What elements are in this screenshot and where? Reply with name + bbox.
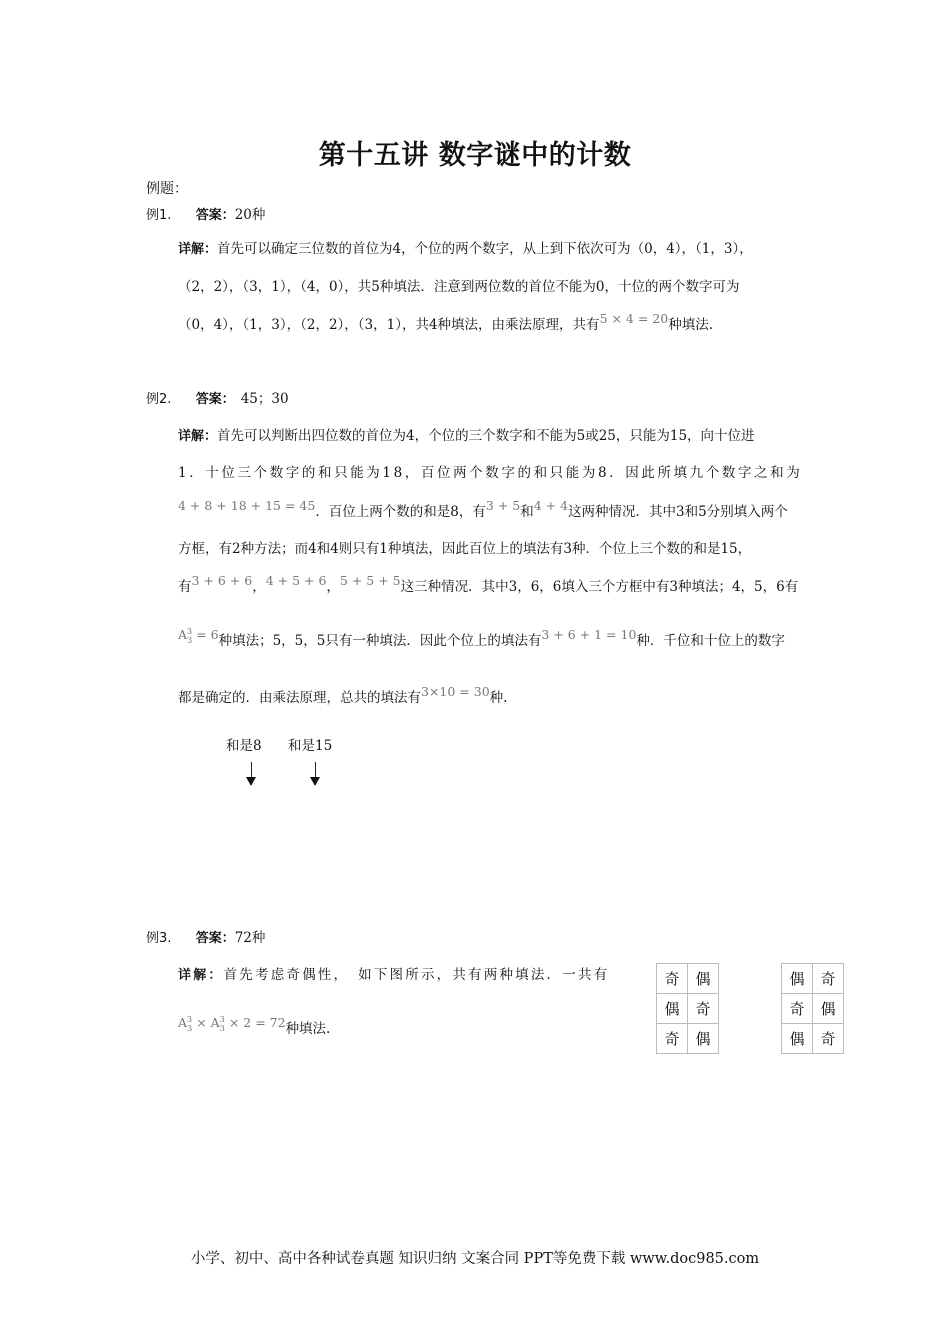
section-heading: 例题： <box>146 181 188 197</box>
formula: 3 + 6 + 6 <box>191 573 253 588</box>
example-2-line-4: 方框，有2种方法；而4和4则只有1种填法，因此百位上的填法有3种．个位上三个数的和是15， <box>178 541 752 557</box>
example-1-line-1 <box>178 237 753 257</box>
detail-text: 有 <box>178 579 192 595</box>
detail-label: 详解： <box>178 429 218 444</box>
grid-cell: 奇 <box>657 1024 688 1054</box>
answer-value: 45；30 <box>240 391 289 407</box>
grid-cell: 偶 <box>813 994 844 1024</box>
example-3-line-1 <box>178 963 609 983</box>
grid-cell: 偶 <box>782 1024 813 1054</box>
example-2-header <box>146 387 289 407</box>
detail-text: 首先可以判断出四位数的首位为4，个位的三个数字和不能为5或25，只能为15，向十位进 <box>217 428 755 444</box>
grid-cell: 偶 <box>688 964 719 994</box>
example-1-header <box>146 203 265 223</box>
detail-text: ．百位上两个数的和是8，有 <box>315 504 486 520</box>
grid-cell: 奇 <box>813 964 844 994</box>
example-2-line-3 <box>178 500 788 520</box>
detail-text: ， <box>326 579 340 595</box>
detail-text: 这三种情况．其中3，6，6填入三个方框中有3种填法；4，5，6有 <box>400 579 799 595</box>
example-2-line-1 <box>178 424 755 444</box>
formula: 3 + 5 <box>485 498 521 513</box>
detail-label: 详解： <box>178 968 224 983</box>
arrow-line <box>251 762 252 777</box>
page-title: 第十五讲 数字谜中的计数 <box>318 140 632 171</box>
formula: 5 × 4 = 20 <box>599 311 669 326</box>
diagram-label-sum-15: 和是15 <box>288 738 333 754</box>
detail-text: 和 <box>520 504 534 520</box>
grid-cell: 偶 <box>657 994 688 1024</box>
detail-text: （0，4），（1，3），（2，2），（3，1），共4种填法，由乘法原理，共有 <box>178 317 600 333</box>
detail-text: 首先考虑奇偶性， 如下图所示，共有两种填法．一共有 <box>223 967 610 983</box>
formula: 4 + 5 + 6 <box>265 573 327 588</box>
parity-grid-2 <box>781 963 844 1054</box>
arrow-down-icon <box>310 777 320 786</box>
answer-label: 答案： <box>195 931 235 946</box>
detail-label: 详解： <box>178 242 218 257</box>
grid-cell: 奇 <box>657 964 688 994</box>
page-footer: 小学、初中、高中各种试卷真题 知识归纳 文案合同 PPT等免费下载 www.doc985.com <box>190 1251 760 1267</box>
answer-label: 答案： <box>195 208 235 223</box>
example-3-label: 例3. <box>146 931 172 946</box>
formula: 3 + 6 + 1 = 10 <box>541 627 637 642</box>
answer-value: 20种 <box>234 207 266 223</box>
example-3-header <box>146 926 265 946</box>
answer-label: 答案： <box>195 392 235 407</box>
detail-text: 这两种情况．其中3和5分别填入两个 <box>568 504 788 520</box>
formula: $A^3_3 = 6$ <box>178 626 219 645</box>
arrow-down-icon <box>246 777 256 786</box>
grid-cell: 偶 <box>688 1024 719 1054</box>
detail-text: 都是确定的．由乘法原理，总共的填法有 <box>178 690 421 706</box>
example-1-line-2: （2，2），（3，1），（4，0），共5种填法．注意到两位数的首位不能为0，十位的两个数字可为 <box>178 279 740 295</box>
example-2-line-7 <box>178 686 507 706</box>
diagram-label-sum-8: 和是8 <box>226 738 262 754</box>
grid-cell: 奇 <box>688 994 719 1024</box>
example-2-line-2: 1．十位三个数字的和只能为18，百位两个数字的和只能为8．因此所填九个数字之和为 <box>178 465 803 481</box>
formula: 5 + 5 + 5 <box>339 573 401 588</box>
formula: 4 + 4 <box>533 498 569 513</box>
parity-grid-1 <box>656 963 719 1054</box>
formula: $A^3_3 \times A^3_3 \times 2 = 72$ <box>178 1014 286 1033</box>
detail-text: 种．千位和十位上的数字 <box>636 633 785 649</box>
detail-text: ， <box>252 579 266 595</box>
detail-text: 种填法；5，5，5只有一种填法．因此个位上的填法有 <box>218 633 542 649</box>
example-2-label: 例2. <box>146 392 172 407</box>
example-1-line-3 <box>178 313 713 333</box>
grid-cell: 奇 <box>813 1024 844 1054</box>
grid-cell: 奇 <box>782 994 813 1024</box>
example-2-line-5 <box>178 575 798 595</box>
example-2-line-6 <box>178 626 785 651</box>
arrow-line <box>315 762 316 777</box>
formula: 3×10 = 30 <box>421 684 490 699</box>
detail-text: 种填法. <box>668 317 714 333</box>
detail-text: 首先可以确定三位数的首位为4，个位的两个数字，从上到下依次可为（0，4），（1，3）， <box>217 241 753 257</box>
grid-cell: 偶 <box>782 964 813 994</box>
example-3-line-2 <box>178 1014 331 1039</box>
detail-text: 种. <box>489 690 508 706</box>
detail-text: 种填法. <box>285 1021 331 1037</box>
answer-value: 72种 <box>234 930 266 946</box>
formula: 4 + 8 + 18 + 15 = 45 <box>178 498 316 513</box>
example-1-label: 例1. <box>146 208 172 223</box>
